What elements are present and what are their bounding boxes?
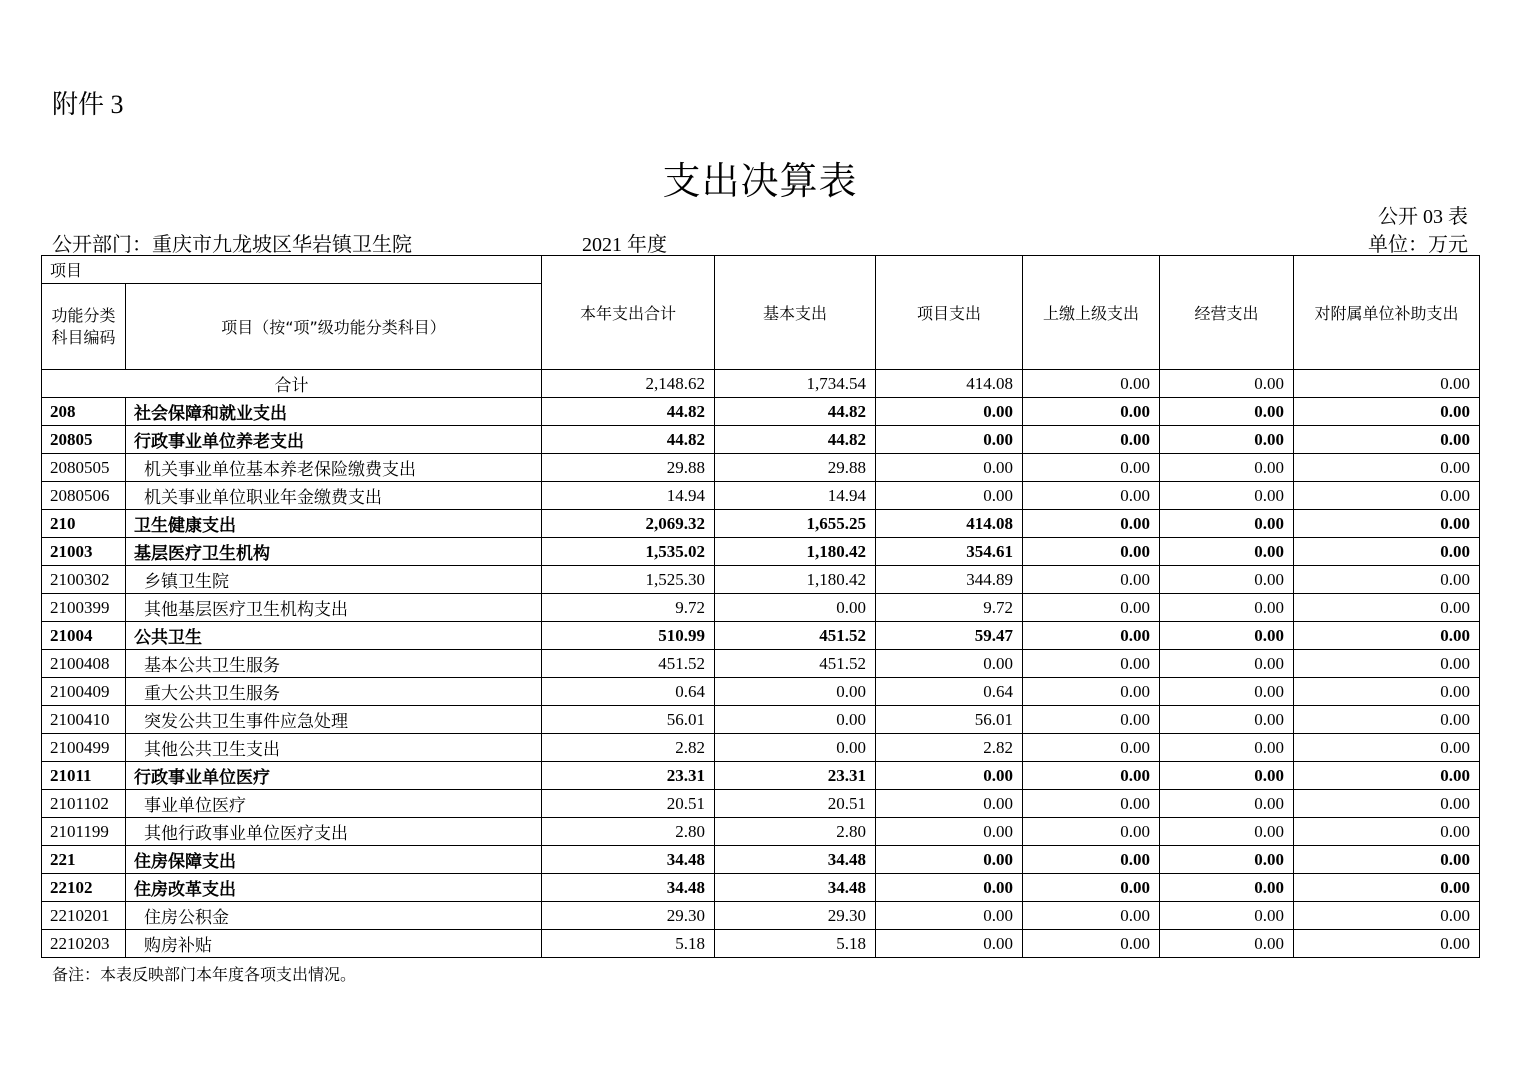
row-name: 其他公共卫生支出: [126, 734, 542, 762]
row-total: 451.52: [542, 650, 715, 678]
table-row: [42, 874, 1480, 902]
row-name: 行政事业单位养老支出: [126, 426, 542, 454]
row-business: 0.00: [1160, 566, 1294, 594]
row-business: 0.00: [1160, 510, 1294, 538]
row-basic: 1,655.25: [715, 510, 876, 538]
row-code: 221: [42, 846, 126, 874]
row-total: 2,069.32: [542, 510, 715, 538]
row-project: 354.61: [876, 538, 1023, 566]
row-subsidy: 0.00: [1294, 930, 1480, 958]
row-name: 公共卫生: [126, 622, 542, 650]
header-subsidy: 对附属单位补助支出: [1294, 256, 1480, 370]
table-row-total: [42, 370, 1480, 398]
row-upper: 0.00: [1023, 594, 1160, 622]
row-total: 510.99: [542, 622, 715, 650]
row-upper: 0.00: [1023, 510, 1160, 538]
row-total: 1,535.02: [542, 538, 715, 566]
row-total: 9.72: [542, 594, 715, 622]
header-upper: 上缴上级支出: [1023, 256, 1160, 370]
row-upper: 0.00: [1023, 622, 1160, 650]
row-name: 住房保障支出: [126, 846, 542, 874]
expenditure-table: [41, 255, 1480, 958]
row-upper: 0.00: [1023, 482, 1160, 510]
row-project: 0.00: [876, 398, 1023, 426]
row-code: 2100302: [42, 566, 126, 594]
row-code: 21004: [42, 622, 126, 650]
table-row: [42, 426, 1480, 454]
table-row: [42, 902, 1480, 930]
row-code: 20805: [42, 426, 126, 454]
row-total: 23.31: [542, 762, 715, 790]
row-project: 0.00: [876, 482, 1023, 510]
row-project: 414.08: [876, 510, 1023, 538]
row-basic: 29.88: [715, 454, 876, 482]
table-row: [42, 734, 1480, 762]
row-business: 0.00: [1160, 818, 1294, 846]
row-subsidy: 0.00: [1294, 902, 1480, 930]
row-code: 2100499: [42, 734, 126, 762]
row-business: 0.00: [1160, 874, 1294, 902]
row-upper: 0.00: [1023, 902, 1160, 930]
row-project: 0.00: [876, 454, 1023, 482]
table-row: [42, 818, 1480, 846]
row-business: 0.00: [1160, 650, 1294, 678]
row-subsidy: 0.00: [1294, 650, 1480, 678]
row-total: 2,148.62: [542, 370, 715, 398]
row-upper: 0.00: [1023, 398, 1160, 426]
row-basic: 34.48: [715, 874, 876, 902]
row-name: 乡镇卫生院: [126, 566, 542, 594]
row-basic: 44.82: [715, 426, 876, 454]
table-row: [42, 398, 1480, 426]
row-subsidy: 0.00: [1294, 510, 1480, 538]
row-basic: 23.31: [715, 762, 876, 790]
table-row: [42, 454, 1480, 482]
row-code: 2101102: [42, 790, 126, 818]
row-name: 其他行政事业单位医疗支出: [126, 818, 542, 846]
row-name: 其他基层医疗卫生机构支出: [126, 594, 542, 622]
table-body: [42, 370, 1480, 958]
table-row: [42, 482, 1480, 510]
row-upper: 0.00: [1023, 370, 1160, 398]
row-upper: 0.00: [1023, 762, 1160, 790]
row-code: 21011: [42, 762, 126, 790]
row-subsidy: 0.00: [1294, 790, 1480, 818]
row-basic: 1,180.42: [715, 566, 876, 594]
row-subsidy: 0.00: [1294, 370, 1480, 398]
row-project: 59.47: [876, 622, 1023, 650]
row-subsidy: 0.00: [1294, 426, 1480, 454]
form-number: 公开 03 表: [1378, 206, 1468, 228]
table-row: [42, 594, 1480, 622]
row-project: 0.00: [876, 846, 1023, 874]
row-business: 0.00: [1160, 734, 1294, 762]
header-total: 本年支出合计: [542, 256, 715, 370]
department-label: 公开部门：重庆市九龙坡区华岩镇卫生院: [52, 234, 412, 256]
row-upper: 0.00: [1023, 454, 1160, 482]
table-row: [42, 706, 1480, 734]
row-total: 14.94: [542, 482, 715, 510]
row-project: 56.01: [876, 706, 1023, 734]
row-total: 29.88: [542, 454, 715, 482]
row-code: 2210201: [42, 902, 126, 930]
row-total: 20.51: [542, 790, 715, 818]
row-business: 0.00: [1160, 930, 1294, 958]
row-code: 2100410: [42, 706, 126, 734]
table-row: [42, 762, 1480, 790]
row-business: 0.00: [1160, 762, 1294, 790]
row-business: 0.00: [1160, 426, 1294, 454]
row-name: 突发公共卫生事件应急处理: [126, 706, 542, 734]
row-basic: 451.52: [715, 650, 876, 678]
row-business: 0.00: [1160, 622, 1294, 650]
row-upper: 0.00: [1023, 734, 1160, 762]
row-project: 0.64: [876, 678, 1023, 706]
row-subsidy: 0.00: [1294, 678, 1480, 706]
row-code: 21003: [42, 538, 126, 566]
row-code: 2080506: [42, 482, 126, 510]
row-code: 208: [42, 398, 126, 426]
row-business: 0.00: [1160, 902, 1294, 930]
row-total: 34.48: [542, 846, 715, 874]
row-subsidy: 0.00: [1294, 594, 1480, 622]
table-row: [42, 790, 1480, 818]
row-basic: 451.52: [715, 622, 876, 650]
row-upper: 0.00: [1023, 566, 1160, 594]
header-business: 经营支出: [1160, 256, 1294, 370]
header-basic: 基本支出: [715, 256, 876, 370]
row-basic: 5.18: [715, 930, 876, 958]
footnote: 备注：本表反映部门本年度各项支出情况。: [52, 967, 357, 984]
row-upper: 0.00: [1023, 846, 1160, 874]
row-upper: 0.00: [1023, 706, 1160, 734]
row-basic: 34.48: [715, 846, 876, 874]
row-project: 9.72: [876, 594, 1023, 622]
row-subsidy: 0.00: [1294, 762, 1480, 790]
header-item: 项目: [42, 256, 542, 284]
row-project: 0.00: [876, 818, 1023, 846]
row-business: 0.00: [1160, 846, 1294, 874]
row-subsidy: 0.00: [1294, 622, 1480, 650]
row-name: 机关事业单位职业年金缴费支出: [126, 482, 542, 510]
row-upper: 0.00: [1023, 538, 1160, 566]
row-basic: 29.30: [715, 902, 876, 930]
row-basic: 0.00: [715, 678, 876, 706]
row-subsidy: 0.00: [1294, 482, 1480, 510]
row-business: 0.00: [1160, 706, 1294, 734]
row-upper: 0.00: [1023, 790, 1160, 818]
row-project: 0.00: [876, 874, 1023, 902]
row-name: 社会保障和就业支出: [126, 398, 542, 426]
row-code: 2100399: [42, 594, 126, 622]
row-subsidy: 0.00: [1294, 818, 1480, 846]
row-upper: 0.00: [1023, 874, 1160, 902]
row-name: 住房公积金: [126, 902, 542, 930]
row-code: 2101199: [42, 818, 126, 846]
row-business: 0.00: [1160, 678, 1294, 706]
table-row: [42, 678, 1480, 706]
row-name: 购房补贴: [126, 930, 542, 958]
row-business: 0.00: [1160, 482, 1294, 510]
row-subsidy: 0.00: [1294, 566, 1480, 594]
row-project: 414.08: [876, 370, 1023, 398]
row-basic: 0.00: [715, 706, 876, 734]
row-business: 0.00: [1160, 790, 1294, 818]
row-subsidy: 0.00: [1294, 706, 1480, 734]
row-project: 2.82: [876, 734, 1023, 762]
row-upper: 0.00: [1023, 930, 1160, 958]
row-project: 0.00: [876, 902, 1023, 930]
row-name: 重大公共卫生服务: [126, 678, 542, 706]
row-total: 2.80: [542, 818, 715, 846]
row-business: 0.00: [1160, 594, 1294, 622]
row-project: 0.00: [876, 426, 1023, 454]
row-project: 0.00: [876, 790, 1023, 818]
row-project: 0.00: [876, 930, 1023, 958]
table-row: [42, 930, 1480, 958]
row-basic: 0.00: [715, 594, 876, 622]
row-code: 210: [42, 510, 126, 538]
table-row: [42, 650, 1480, 678]
header-code: 功能分类科目编码: [42, 284, 126, 370]
row-total: 34.48: [542, 874, 715, 902]
row-upper: 0.00: [1023, 678, 1160, 706]
table-row: [42, 510, 1480, 538]
row-name: 行政事业单位医疗: [126, 762, 542, 790]
row-name: 基本公共卫生服务: [126, 650, 542, 678]
row-code: 2100408: [42, 650, 126, 678]
row-total: 5.18: [542, 930, 715, 958]
row-subsidy: 0.00: [1294, 734, 1480, 762]
attachment-label: 附件 3: [52, 90, 124, 119]
row-code: 2100409: [42, 678, 126, 706]
header-name: 项目（按“项”级功能分类科目）: [126, 284, 542, 370]
row-basic: 2.80: [715, 818, 876, 846]
row-basic: 14.94: [715, 482, 876, 510]
row-code: 2210203: [42, 930, 126, 958]
row-subsidy: 0.00: [1294, 846, 1480, 874]
row-basic: 1,180.42: [715, 538, 876, 566]
row-subsidy: 0.00: [1294, 538, 1480, 566]
header-project: 项目支出: [876, 256, 1023, 370]
row-business: 0.00: [1160, 370, 1294, 398]
row-name: 住房改革支出: [126, 874, 542, 902]
fiscal-year: 2021 年度: [582, 234, 667, 256]
table-row: [42, 622, 1480, 650]
row-name: 机关事业单位基本养老保险缴费支出: [126, 454, 542, 482]
row-basic: 1,734.54: [715, 370, 876, 398]
row-upper: 0.00: [1023, 426, 1160, 454]
row-business: 0.00: [1160, 454, 1294, 482]
row-total: 0.64: [542, 678, 715, 706]
row-total: 29.30: [542, 902, 715, 930]
row-total: 2.82: [542, 734, 715, 762]
row-total: 44.82: [542, 398, 715, 426]
row-basic: 44.82: [715, 398, 876, 426]
unit-label: 单位：万元: [1368, 234, 1468, 256]
row-business: 0.00: [1160, 398, 1294, 426]
row-subsidy: 0.00: [1294, 398, 1480, 426]
table-row: [42, 538, 1480, 566]
row-project: 0.00: [876, 762, 1023, 790]
page-title: 支出决算表: [662, 159, 858, 203]
table-row: [42, 846, 1480, 874]
row-basic: 0.00: [715, 734, 876, 762]
row-upper: 0.00: [1023, 818, 1160, 846]
row-project: 0.00: [876, 650, 1023, 678]
row-upper: 0.00: [1023, 650, 1160, 678]
table-row: [42, 566, 1480, 594]
row-name: 事业单位医疗: [126, 790, 542, 818]
row-business: 0.00: [1160, 538, 1294, 566]
row-project: 344.89: [876, 566, 1023, 594]
row-total: 1,525.30: [542, 566, 715, 594]
row-subsidy: 0.00: [1294, 454, 1480, 482]
row-code: 22102: [42, 874, 126, 902]
row-name: 基层医疗卫生机构: [126, 538, 542, 566]
row-name: 卫生健康支出: [126, 510, 542, 538]
row-total: 56.01: [542, 706, 715, 734]
row-subsidy: 0.00: [1294, 874, 1480, 902]
row-total: 44.82: [542, 426, 715, 454]
row-name: 合计: [42, 370, 542, 398]
row-basic: 20.51: [715, 790, 876, 818]
row-code: 2080505: [42, 454, 126, 482]
